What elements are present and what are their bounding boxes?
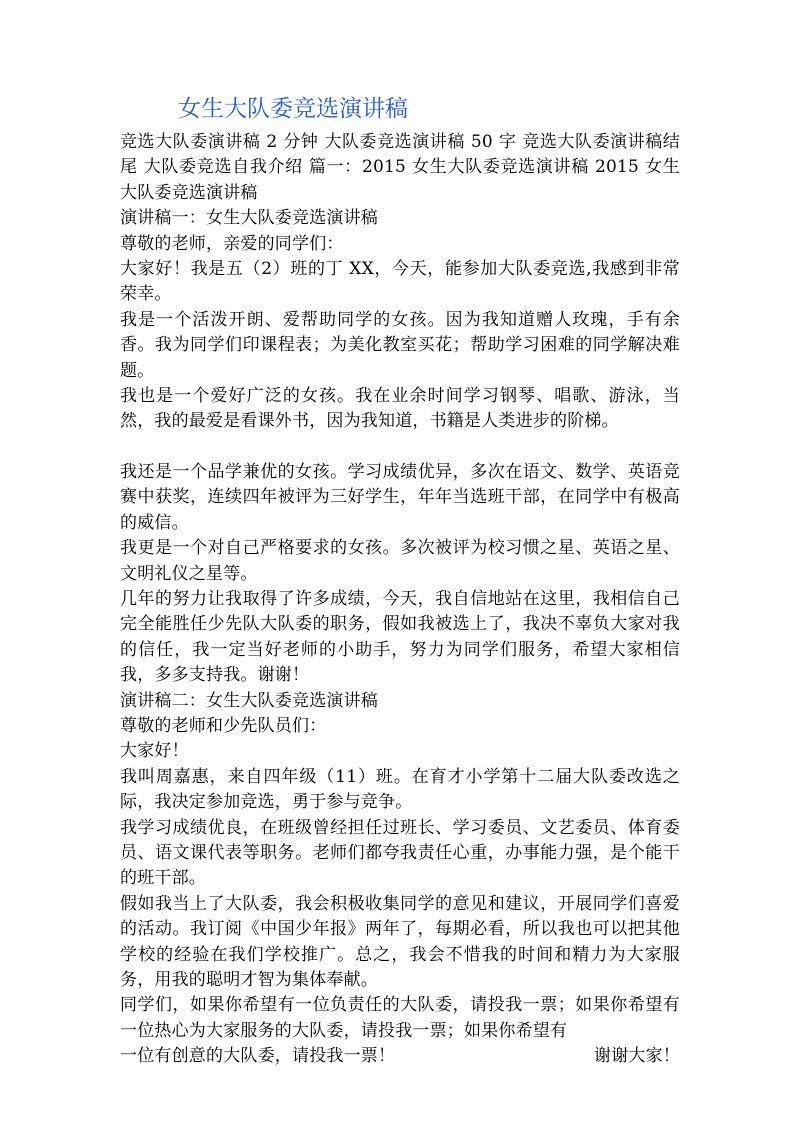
speech2-heading: 演讲稿二：女生大队委竞选演讲稿 (120, 690, 378, 711)
speech2-paragraph: 假如我当上了大队委，我会积极收集同学的意见和建议，开展同学们喜爱的活动。我订阅《中国少年报》两年了，每期必看，所以我也可以把其他学校的经验在我们学校推广。总之，我会不惜我的时间和精力为大家服务，用我的聪明才智为集体奉献。 (120, 893, 680, 990)
paragraph-spacer (120, 435, 680, 460)
speech1-paragraph: 我是一个活泼开朗、爱帮助同学的女孩。因为我知道赠人玫瑰，手有余香。我为同学们印课程表；为美化教室买花；帮助学习困难的同学解决难题。 (120, 309, 680, 381)
speech2-opening: 大家好！ (120, 741, 189, 762)
speech2-paragraph: 同学们，如果你希望有一位负责任的大队委，请投我一票；如果你希望有一位热心为大家服务的大队委，请投我一票；如果你希望有 (120, 995, 680, 1041)
related-links-line: 竞选大队委演讲稿 2 分钟 大队委竞选演讲稿 50 字 竞选大队委演讲稿结尾 大队委竞选自我介绍 篇一：2015 女生大队委竞选演讲稿 2015 女生大队委竞选演讲稿 (120, 132, 680, 203)
speech1-greeting: 尊敬的老师，亲爱的同学们： (120, 233, 344, 254)
speech1-paragraph: 我还是一个品学兼优的女孩。学习成绩优异，多次在语文、数学、英语竞赛中获奖，连续四年被评为三好学生，年年当选班干部，在同学中有极高的威信。 (120, 461, 680, 533)
speech2-paragraph: 我叫周嘉惠，来自四年级（11）班。在育才小学第十二届大队委改选之际，我决定参加竞选，勇于参与竞争。 (120, 766, 680, 813)
speech1-paragraph: 我也是一个爱好广泛的女孩。我在业余时间学习钢琴、唱歌、游泳，当然，我的最爱是看课外书，因为我知道，书籍是人类进步的阶梯。 (120, 386, 680, 432)
speech1-paragraph: 我更是一个对自己严格要求的女孩。多次被评为校习惯之星、英语之星、文明礼仪之星等。 (120, 538, 680, 584)
speech1-paragraph: 几年的努力让我取得了许多成绩，今天，我自信地站在这里，我相信自己完全能胜任少先队大队委的职务，假如我被选上了，我决不辜负大家对我的信任，我一定当好老师的小助手，努力为同学们服务，希望大家相信我，多多支持我。谢谢！ (120, 588, 680, 686)
speech2-thanks: 谢谢大家！ (594, 1046, 680, 1067)
document-title: 女生大队委竞选演讲稿 (178, 96, 408, 122)
speech2-closing-line (120, 1044, 680, 1069)
speech1-heading: 演讲稿一：女生大队委竞选演讲稿 (120, 208, 378, 229)
speech2-last-line-left: 一位有创意的大队委，请投我一票！ (120, 1046, 396, 1067)
speech2-greeting: 尊敬的老师和少先队员们： (120, 715, 327, 736)
document-page (120, 92, 680, 1070)
speech1-paragraph: 大家好！我是五（2）班的丁 XX，今天，能参加大队委竞选,我感到非常荣幸。 (120, 259, 680, 305)
speech2-paragraph: 我学习成绩优良，在班级曾经担任过班长、学习委员、文艺委员、体育委员、语文课代表等职务。老师们都夸我责任心重，办事能力强，是个能干的班干部。 (120, 817, 680, 889)
